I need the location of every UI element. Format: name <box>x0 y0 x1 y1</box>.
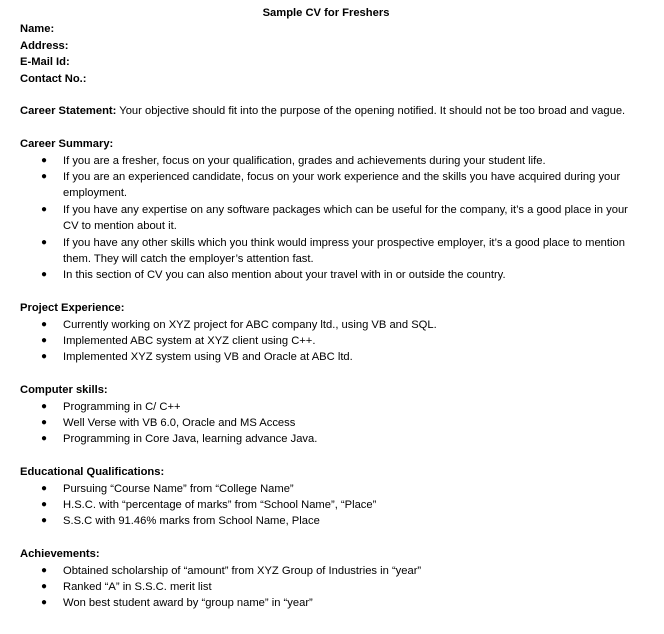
list-item-text: If you are a fresher, focus on your qualification, grades and achievements during your student life. <box>63 154 546 167</box>
bullet-icon: ● <box>41 433 48 445</box>
bullet-icon: ● <box>41 400 48 412</box>
career-summary-list <box>20 153 632 284</box>
computer-skills-heading: Computer skills: <box>20 384 108 397</box>
bullet-icon: ● <box>41 203 48 215</box>
list-item <box>20 431 632 447</box>
cv-document <box>20 5 632 612</box>
list-item-text: Pursuing “Course Name” from “College Name” <box>63 482 294 495</box>
list-item <box>20 333 632 349</box>
bullet-icon: ● <box>41 318 48 330</box>
document-title: Sample CV for Freshers <box>262 7 390 19</box>
list-item <box>20 202 632 235</box>
list-item-text: If you have any expertise on any software packages which can be useful for the company, it’s a good place in your CV to mention about it. <box>63 203 628 233</box>
achievements-list <box>20 563 632 612</box>
list-item-text: Implemented XYZ system using VB and Oracle at ABC ltd. <box>63 351 353 364</box>
list-item <box>20 349 632 365</box>
contact-block <box>20 21 632 87</box>
spacer <box>20 366 632 382</box>
list-item-text: Ranked “A” in S.S.C. merit list <box>63 581 212 594</box>
bullet-icon: ● <box>41 351 48 363</box>
spacer <box>20 120 632 136</box>
list-item-text: S.S.C with 91.46% marks from School Name, Place <box>63 515 320 528</box>
bullet-icon: ● <box>41 581 48 593</box>
bullet-icon: ● <box>41 597 48 609</box>
list-item <box>20 595 632 611</box>
career-statement <box>20 103 632 119</box>
career-summary-heading: Career Summary: <box>20 138 114 151</box>
list-item <box>20 415 632 431</box>
list-item-text: If you are an experienced candidate, focus on your work experience and the skills you have acquired during your employment. <box>63 170 621 200</box>
list-item <box>20 399 632 415</box>
contact-number-label: Contact No.: <box>20 72 87 85</box>
list-item <box>20 235 632 268</box>
list-item <box>20 579 632 595</box>
spacer <box>20 530 632 546</box>
list-item <box>20 481 632 497</box>
bullet-icon: ● <box>41 515 48 527</box>
list-item <box>20 267 632 283</box>
computer-skills-list <box>20 399 632 448</box>
bullet-icon: ● <box>41 499 48 511</box>
list-item <box>20 153 632 169</box>
bullet-icon: ● <box>41 417 48 429</box>
list-item <box>20 513 632 529</box>
list-item <box>20 563 632 579</box>
bullet-icon: ● <box>41 564 48 576</box>
bullet-icon: ● <box>41 170 48 182</box>
email-label: E-Mail Id: <box>20 56 70 69</box>
bullet-icon: ● <box>41 154 48 166</box>
list-item <box>20 169 632 202</box>
list-item-text: If you have any other skills which you think would impress your prospective employer, it’s a good place to mention them. They will catch the employer’s attention fast. <box>63 236 625 265</box>
spacer <box>20 284 632 300</box>
bullet-icon: ● <box>41 269 48 281</box>
spacer <box>20 448 632 464</box>
project-experience-list <box>20 317 632 366</box>
list-item-text: Won best student award by “group name” in “year” <box>63 597 313 610</box>
list-item <box>20 317 632 333</box>
bullet-icon: ● <box>41 335 48 346</box>
career-statement-text: Your objective should fit into the purpose of the opening notified. It should not be too broad and vague. <box>116 105 626 118</box>
name-label: Name: <box>20 23 55 36</box>
list-item-text: In this section of CV you can also mention about your travel with in or outside the country. <box>63 269 506 282</box>
list-item-text: Programming in Core Java, learning advance Java. <box>63 433 318 446</box>
address-label: Address: <box>20 39 69 52</box>
spacer <box>20 87 632 103</box>
list-item-text: Obtained scholarship of “amount” from XYZ Group of Industries in “year” <box>63 564 422 577</box>
bullet-icon: ● <box>41 482 48 494</box>
list-item-text: Currently working on XYZ project for ABC company ltd., using VB and SQL. <box>63 318 437 331</box>
achievements-heading: Achievements: <box>20 548 100 561</box>
list-item-text: Programming in C/ C++ <box>63 400 181 413</box>
project-experience-heading: Project Experience: <box>20 302 125 315</box>
list-item-text: Implemented ABC system at XYZ client using C++. <box>63 335 316 347</box>
bullet-icon: ● <box>41 236 48 248</box>
educational-qualifications-heading: Educational Qualifications: <box>20 466 165 479</box>
list-item-text: Well Verse with VB 6.0, Oracle and MS Access <box>63 417 296 430</box>
career-statement-label: Career Statement: <box>20 105 117 118</box>
educational-qualifications-list <box>20 481 632 530</box>
list-item-text: H.S.C. with “percentage of marks” from “School Name”, “Place” <box>63 499 377 512</box>
list-item <box>20 497 632 513</box>
